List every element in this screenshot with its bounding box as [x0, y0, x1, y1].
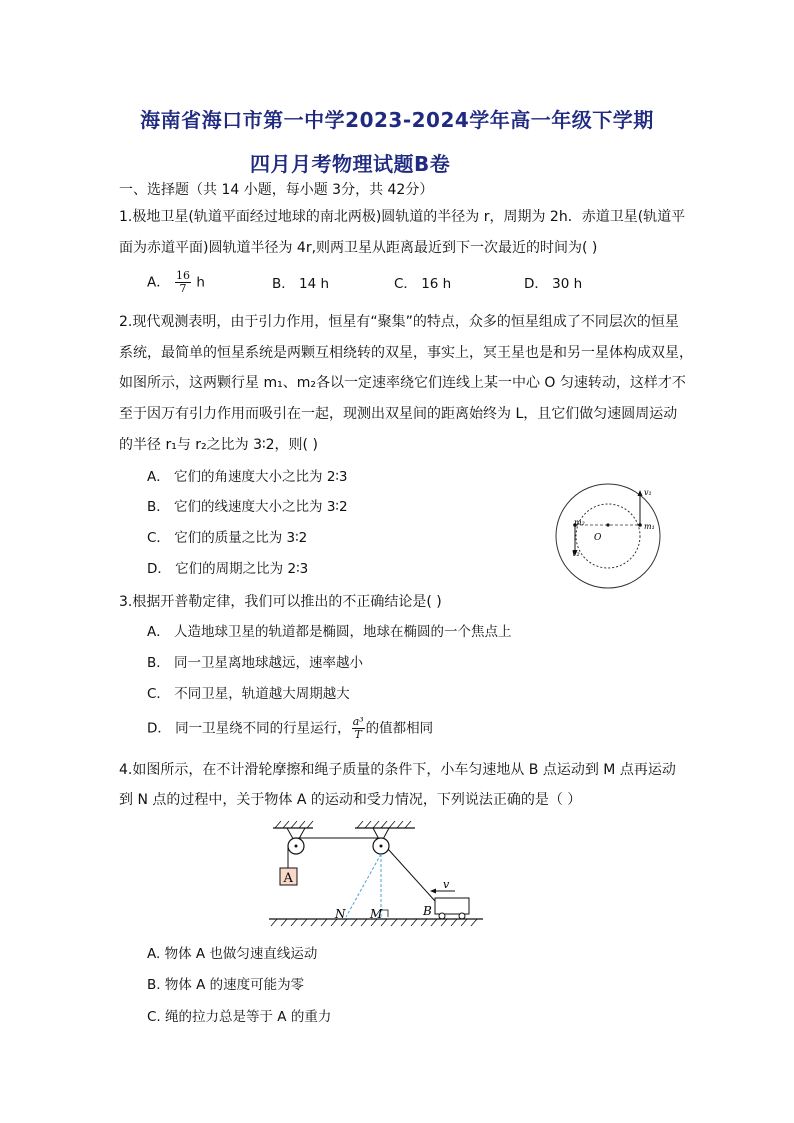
v1-arrowhead: [638, 490, 643, 496]
label-b: B: [423, 904, 432, 918]
q3-option-b: B． 同一卫星离地球越远，速率越小: [147, 655, 364, 671]
page-subtitle: 四月月考物理试题B卷: [250, 152, 451, 176]
q2-text-line3: 如图所示，这两颗行星 m₁、m₂各以一定速率绕它们连线上某一中心 O 匀速转动，这样才不: [119, 375, 686, 391]
q2-option-d: D． 它们的周期之比为 2∶3: [147, 561, 309, 577]
q4-text-line2: 到 N 点的过程中，关于物体 A 的运动和受力情况，下列说法正确的是（ ）: [119, 792, 582, 808]
q2-text-line5: 的半径 r₁与 r₂之比为 3∶2，则( ): [119, 437, 318, 453]
q1-text-line1: 1.极地卫星(轨道平面经过地球的南北两极)圆轨道的半径为 r，周期为 2h．赤道卫星(轨道平: [119, 209, 686, 225]
label-m2: m₂: [574, 518, 585, 527]
label-o: O: [594, 533, 602, 543]
q2-binary-star-figure: [550, 480, 670, 600]
q1-option-c: C． 16 h: [394, 276, 452, 292]
label-m: M: [370, 907, 383, 921]
inner-orbit-circle: [576, 504, 640, 568]
rope-to-cart: [388, 849, 435, 901]
fraction: [175, 270, 191, 295]
option-unit: h: [196, 274, 205, 291]
q3-text-line1: 3.根据开普勒定律，我们可以推出的不正确结论是( ): [119, 594, 442, 610]
cart-body: [435, 898, 469, 914]
fraction: [352, 716, 365, 741]
q2-option-a: A． 它们的角速度大小之比为 2∶3: [147, 469, 348, 485]
star-m1: [638, 523, 642, 527]
label-v: v: [443, 878, 450, 891]
cart-wheel: [459, 913, 465, 919]
left-pulley-axle: [295, 845, 298, 848]
fraction-numerator: a³: [352, 715, 364, 728]
q2-text-line1: 2.现代观测表明，由于引力作用，恒星有“聚集”的特点，众多的恒星组成了不同层次的恒星: [119, 314, 679, 330]
q4-option-a: A. 物体 A 也做匀速直线运动: [147, 946, 318, 962]
option-label: A．: [147, 274, 170, 291]
label-m1: m₁: [644, 522, 655, 531]
ceiling-left-hatch: [275, 821, 313, 828]
q2-option-b: B． 它们的线速度大小之比为 3∶2: [147, 499, 348, 515]
cart-wheel: [439, 913, 445, 919]
ceiling-right-hatch: [357, 821, 411, 828]
q1-text-line2: 面为赤道平面)圆轨道半径为 4r,则两卫星从距离最近到下一次最近的时间为( ): [119, 240, 598, 256]
label-v1: v₁: [644, 488, 652, 497]
velocity-arrowhead: [430, 889, 436, 894]
center-point-o: [606, 523, 609, 526]
fraction-denominator: T: [354, 728, 362, 741]
q4-pulley-figure: [265, 818, 485, 933]
q2-text-line2: 系统，最简单的恒星系统是两颗互相绕转的双星，事实上，冥王星也是和另一星体构成双星，: [119, 345, 693, 361]
q4-text-line1: 4.如图所示，在不计滑轮摩擦和绳子质量的条件下，小车匀速地从 B 点运动到 M 点再运动: [119, 762, 676, 778]
q3-option-c: C． 不同卫星，轨道越大周期越大: [147, 686, 350, 702]
q3-option-a: A． 人造地球卫星的轨道都是椭圆，地球在椭圆的一个焦点上: [147, 624, 512, 640]
page-title: 海南省海口市第一中学2023-2024学年高一年级下学期: [140, 108, 654, 132]
q4-option-c: C. 绳的拉力总是等于 A 的重力: [147, 1009, 332, 1025]
option-text-tail: 的值都相同: [365, 720, 434, 737]
outer-orbit-circle: [556, 484, 660, 588]
label-block-a: A: [283, 871, 293, 886]
q2-option-c: C． 它们的质量之比为 3∶2: [147, 530, 308, 546]
q1-option-a: [147, 270, 205, 295]
label-n: N: [335, 907, 346, 921]
q4-option-b: B. 物体 A 的速度可能为零: [147, 977, 305, 993]
fraction-numerator: 16: [176, 269, 191, 282]
q3-option-d: [147, 716, 433, 741]
fraction-denominator: 7: [179, 282, 187, 295]
q2-text-line4: 至于因万有引力作用而吸引在一起，现测出双星间的距离始终为 L，且它们做匀速圆周运动: [119, 406, 678, 422]
q1-option-d: D． 30 h: [524, 276, 583, 292]
option-text: D． 同一卫星绕不同的行星运行，: [147, 720, 351, 737]
right-pulley-axle: [380, 845, 383, 848]
label-v2: v₂: [572, 549, 580, 558]
section-heading: 一、选择题（共 14 小题，每小题 3分，共 42分）: [119, 182, 434, 198]
q1-option-b: B． 14 h: [272, 276, 330, 292]
